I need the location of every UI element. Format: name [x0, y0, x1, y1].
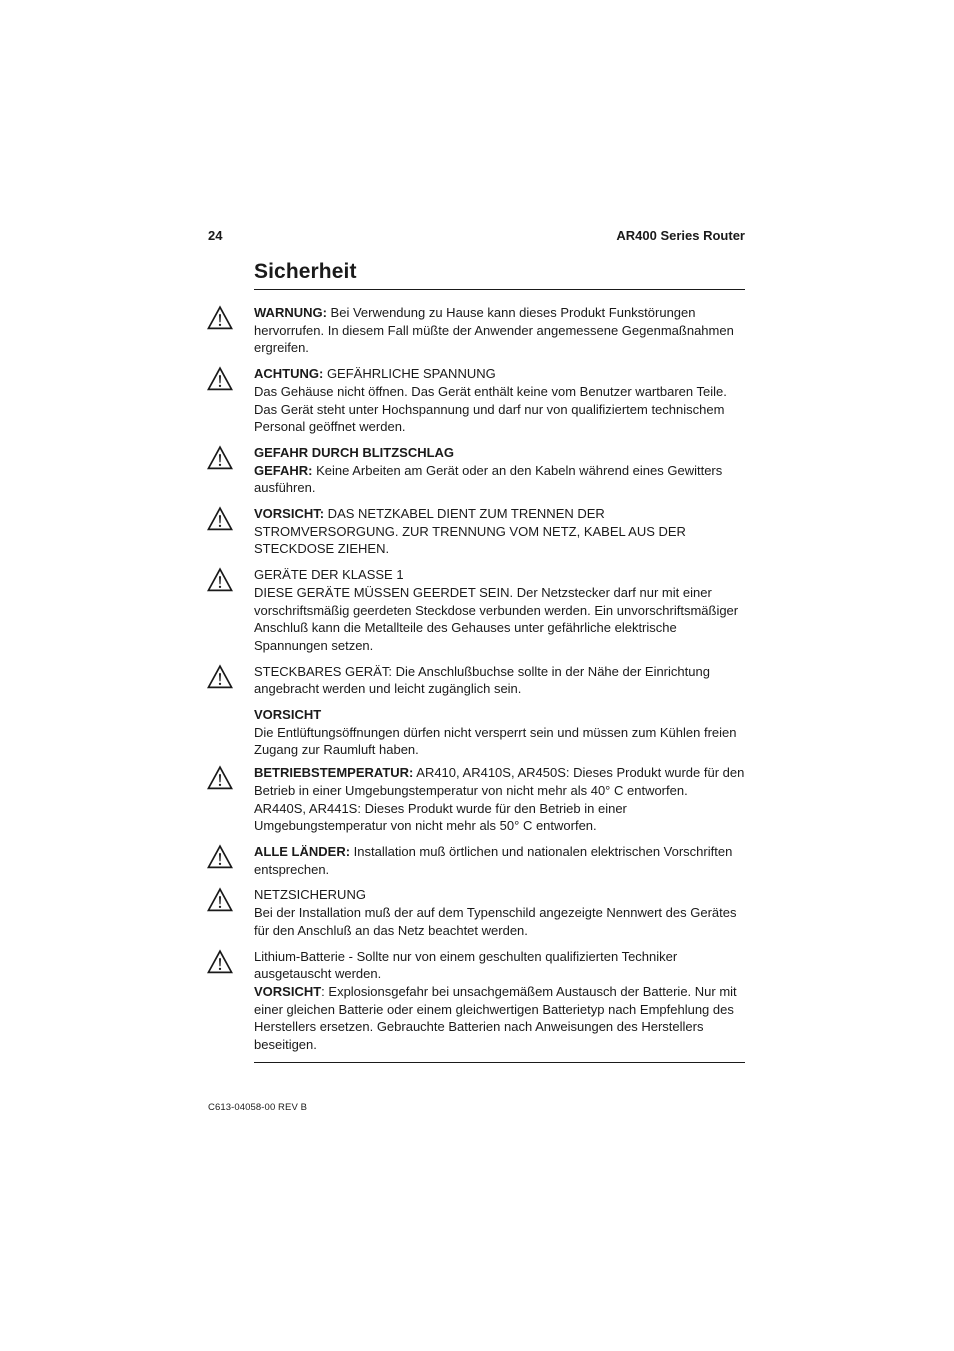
notice-text: Bei Verwendung zu Hause kann dieses Produkt Funkstörungen hervorrufen. In diesem Fall müßte der Anwender angemessene Gegenmaßnahmen ergreifen.: [254, 305, 734, 356]
page-title: Sicherheit: [254, 260, 357, 283]
notice-text: Bei der Installation muß der auf dem Typenschild angezeigte Nennwert des Gerätes für den Anschluß an das Netz beachtet werden.: [254, 905, 737, 938]
notice-line: [254, 724, 745, 759]
notice-label: GEFAHR:: [254, 462, 313, 478]
notice-text: NETZSICHERUNG: [254, 887, 366, 903]
warning-triangle-icon: [207, 844, 233, 870]
notice-line: [254, 304, 745, 357]
bottom-rule: [254, 1062, 745, 1063]
notice-text: Das Gehäuse nicht öffnen. Das Gerät enthält keine vom Benutzer wartbaren Teile. Das Gerät steht unter Hochspannung und darf nur von qualifiziertem technischem Personal geöffnet werden.: [254, 383, 727, 435]
page-header: [208, 228, 745, 246]
notice-line: [254, 706, 745, 724]
warning-triangle-icon: [207, 887, 233, 913]
notice-text: AR440S, AR441S: Dieses Produkt wurde für den Betrieb in einer Umgebungstemperatur von nicht mehr als 50° C entworfen.: [254, 800, 627, 834]
notice-line: [254, 505, 745, 558]
warning-triangle-icon: [207, 664, 233, 690]
notice-text: DIESE GERÄTE MÜSSEN GEERDET SEIN. Der Netzstecker darf nur mit einer vorschriftsmäßig geerdeten Steckdose verbunden werden. Ein unvorschriftsmäßiger Anschluß kann die Metallteile des Gehauses unter gefährliche elektrische Spannungen setzen.: [254, 584, 739, 653]
notice-line: [254, 800, 745, 835]
notice-label: ALLE LÄNDER:: [254, 843, 351, 859]
notice-text: Keine Arbeiten am Gerät oder an den Kabeln während eines Gewitters ausführen.: [254, 462, 723, 496]
notice-steckbar: [254, 663, 745, 698]
notice-line: [254, 444, 745, 462]
notice-label: WARNUNG:: [254, 305, 327, 320]
notice-warnung: [254, 304, 745, 357]
notice-label: VORSICHT: [254, 707, 322, 723]
notice-lithium: [254, 948, 745, 1054]
warning-triangle-icon: [207, 949, 233, 975]
warning-triangle-icon: [207, 366, 233, 392]
notice-line: [254, 843, 745, 878]
warning-triangle-icon: [207, 567, 233, 593]
notice-netzsicherung: [254, 886, 745, 939]
notice-text: GEFÄHRLICHE SPANNUNG: [323, 366, 496, 382]
notice-line: [254, 584, 745, 655]
notice-text: AR410, AR410S, AR450S: Dieses Produkt wurde für den Betrieb in einer Umgebungstemperatur von nicht mehr als 40° C entworfen.: [254, 765, 745, 798]
running-title: AR400 Series Router: [616, 228, 745, 243]
notice-vorsicht-lueftung: [254, 706, 745, 759]
notice-text: Lithium-Batterie - Sollte nur von einem geschulten qualifizierten Techniker ausgetauscht werden.: [254, 948, 678, 982]
notice-blitzschlag: [254, 444, 745, 497]
warning-triangle-icon: [207, 765, 233, 791]
notice-label: GEFAHR DURCH BLITZSCHLAG: [254, 444, 455, 460]
notice-text: : Explosionsgefahr bei unsachgemäßem Austausch der Batterie. Nur mit einer gleichen Batterie oder einem gleichwertigen Batterietyp nach Empfehlung des Herstellers ersetzen. Gebrauchte Batterien nach Anweisungen des Herstellers beseitigen.: [254, 983, 737, 1053]
notice-line: [254, 948, 745, 983]
document-code: C613-04058-00 REV B: [208, 1102, 308, 1113]
warning-triangle-icon: [207, 305, 233, 331]
page-number: 24: [208, 228, 223, 243]
notice-text: STECKBARES GERÄT: Die Anschlußbuchse sollte in der Nähe der Einrichtung angebracht werden und leicht zugänglich sein.: [254, 663, 710, 697]
title-rule: [254, 289, 745, 290]
notice-text: Die Entlüftungsöffnungen dürfen nicht versperrt sein und müssen zum Kühlen freien Zugang zur Raumluft haben.: [254, 724, 737, 758]
notice-laender: [254, 843, 745, 878]
notice-line: [254, 462, 745, 497]
notice-line: [254, 904, 745, 939]
notice-line: [254, 365, 745, 383]
notice-line: [254, 383, 745, 436]
notice-temperatur: [254, 764, 745, 835]
safety-notices: [254, 304, 745, 1054]
notice-vorsicht-netzkabel: [254, 505, 745, 558]
notice-line: [254, 886, 745, 904]
notice-achtung: [254, 365, 745, 436]
notice-label: VORSICHT:: [254, 506, 325, 522]
warning-triangle-icon: [207, 445, 233, 471]
notice-text: GERÄTE DER KLASSE 1: [254, 567, 404, 583]
notice-line: [254, 764, 745, 799]
notice-label: BETRIEBSTEMPERATUR:: [254, 765, 414, 781]
notice-label: ACHTUNG:: [254, 366, 324, 382]
notice-line: [254, 566, 745, 584]
notice-text: Installation muß örtlichen und nationalen elektrischen Vorschriften entsprechen.: [254, 843, 733, 877]
notice-klasse1: [254, 566, 745, 655]
notice-line: [254, 663, 745, 698]
notice-label: VORSICHT: [254, 983, 322, 999]
notice-text: DAS NETZKABEL DIENT ZUM TRENNEN DER STROMVERSORGUNG. ZUR TRENNUNG VOM NETZ, KABEL AUS DER STECKDOSE ZIEHEN.: [254, 506, 686, 557]
warning-triangle-icon: [207, 506, 233, 532]
notice-line: [254, 983, 745, 1054]
